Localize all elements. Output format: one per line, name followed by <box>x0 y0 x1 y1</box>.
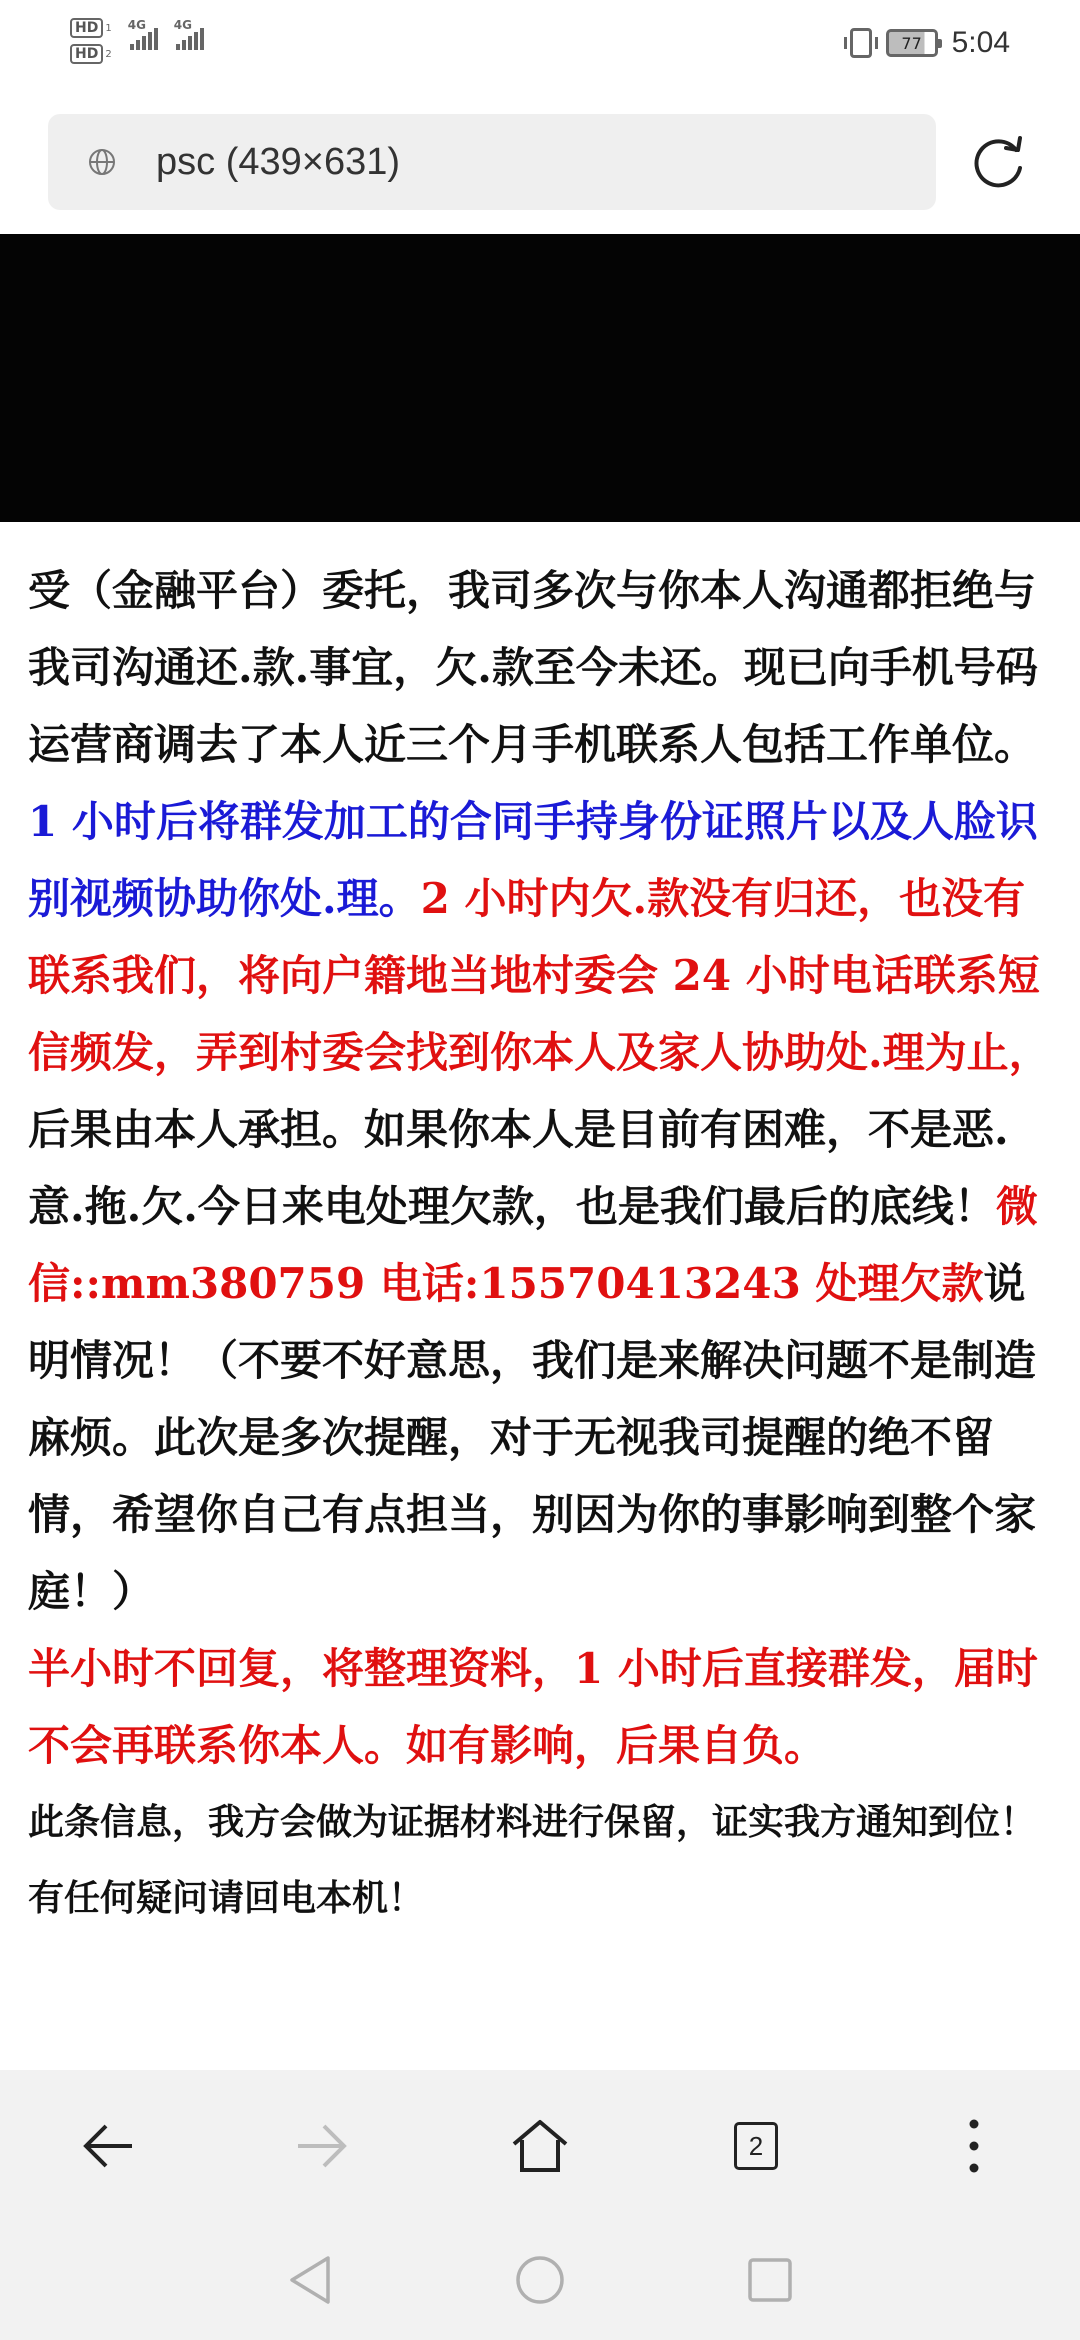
network-type-1: 4G <box>127 18 146 32</box>
menu-button[interactable] <box>942 2114 1006 2178</box>
address-bar[interactable] <box>48 114 936 210</box>
message-paragraph-2: 半小时不回复，将整理资料，1 小时后直接群发，届时不会再联系你本人。如有影响，后果自负。 <box>28 1644 1038 1770</box>
forward-button[interactable] <box>290 2114 354 2178</box>
signal-icon <box>173 18 204 50</box>
square-recents-icon <box>746 2256 794 2304</box>
message-paragraph-3: 此条信息，我方会做为证据材料进行保留，证实我方通知到位！有任何疑问请回电本机！ <box>28 1801 1037 1919</box>
signal-icon <box>127 18 158 50</box>
hd-icon: HD <box>70 44 103 64</box>
forward-icon <box>294 2118 350 2174</box>
sim-indicators <box>70 18 112 64</box>
home-button[interactable] <box>508 2114 572 2178</box>
globe-icon <box>88 148 116 176</box>
status-left <box>70 18 204 64</box>
circle-home-icon <box>514 2254 566 2306</box>
home-icon <box>510 2116 570 2176</box>
system-nav-bar <box>0 2220 1080 2340</box>
more-icon <box>964 2116 984 2176</box>
url-text[interactable]: psc (439×631) <box>156 141 400 183</box>
message-text-red: 2 小时内欠.款没有归还，也没有联系我们，将向户籍地当地村委会 24 小时电话联系短信频发，弄到村委会找到你本人及家人协助处.理为止， <box>28 874 1051 1077</box>
message-text-blue: 1 小时后将群发加工的合同手持身份证照片以及人脸识别视频协助你处.理。 <box>28 797 1038 923</box>
nav-recents-button[interactable] <box>742 2252 798 2308</box>
browser-toolbar <box>0 2070 1080 2220</box>
vibrate-icon <box>850 28 872 58</box>
back-icon <box>80 2118 136 2174</box>
sim1-indicator <box>70 18 112 38</box>
message-text: 受（金融平台）委托，我司多次与你本人沟通都拒绝与我司沟通还.款.事宜，欠.款至今未还。现已向手机号码运营商调去了本人近三个月手机联系人包括工作单位。 <box>28 566 1038 769</box>
tabs-button[interactable] <box>724 2114 788 2178</box>
message-image <box>28 552 1058 1936</box>
image-black-band <box>0 234 1080 522</box>
battery-level: 77 <box>901 33 922 53</box>
message-contact-red: 微信::mm380759 电话:15570413243 处理欠款 <box>28 1182 1038 1308</box>
status-bar <box>0 0 1080 92</box>
hd-icon: HD <box>70 18 103 38</box>
reload-icon[interactable] <box>966 130 1030 194</box>
tabs-count: 2 <box>734 2122 778 2170</box>
message-text: 说明情况！（不要不好意思，我们是来解决问题不是制造麻烦。此次是多次提醒，对于无视我司提醒的绝不留情，希望你自己有点担当，别因为你的事影响到整个家庭！） <box>28 1259 1037 1616</box>
network-type-2: 4G <box>173 18 192 32</box>
triangle-back-icon <box>286 2254 334 2306</box>
sim2-number: 2 <box>105 48 112 60</box>
battery-icon <box>886 29 938 57</box>
sim2-indicator <box>70 44 112 64</box>
status-right <box>850 26 1010 60</box>
back-button[interactable] <box>76 2114 140 2178</box>
clock: 5:04 <box>951 26 1010 59</box>
sim1-number: 1 <box>105 22 112 34</box>
message-paragraph-1 <box>28 552 1058 1630</box>
message-text: 后果由本人承担。如果你本人是目前有困难，不是恶.意.拖.欠.今日来电处理欠款，也是我们最后的底线！ <box>28 1105 1009 1231</box>
nav-back-button[interactable] <box>282 2252 338 2308</box>
nav-home-button[interactable] <box>512 2252 568 2308</box>
